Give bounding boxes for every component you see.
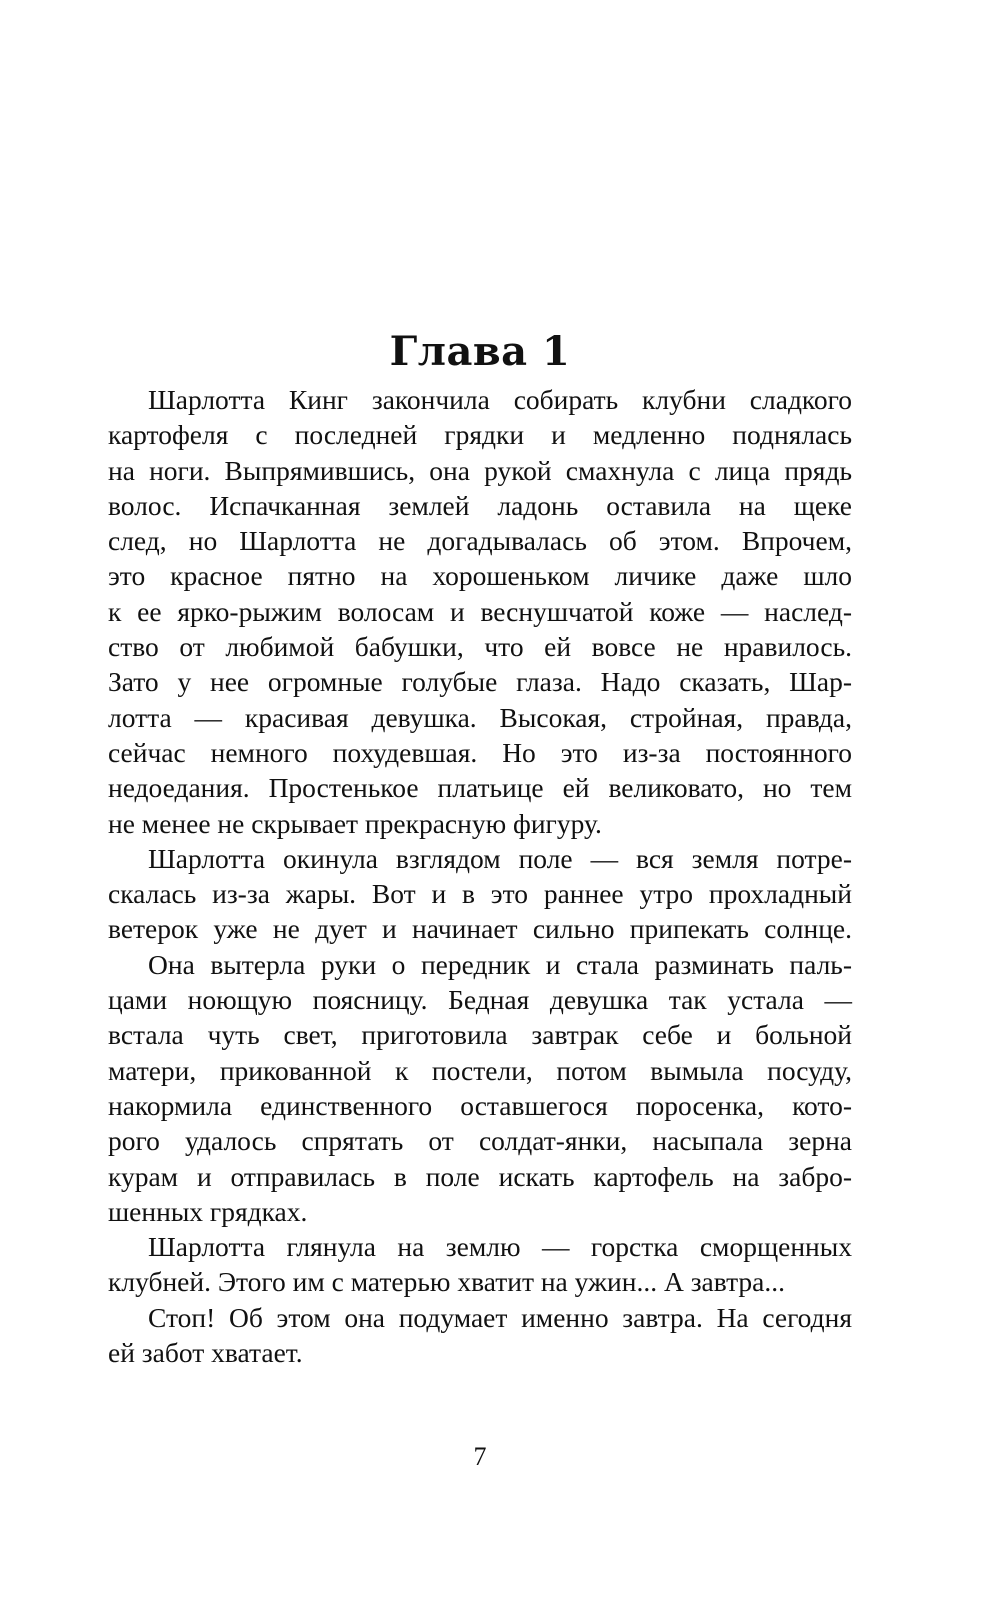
body-text [108, 382, 852, 1370]
text-line: ветерок уже не дует и начинает сильно припекать солнце. [108, 913, 852, 945]
text-line: ство от любимой бабушки, что ей вовсе не нравилось. [108, 631, 852, 663]
text-line: рого удалось спрятать от солдат-янки, насыпала зерна [108, 1125, 852, 1157]
text-line: недоедания. Простенькое платьице ей великовато, но тем [108, 772, 852, 804]
paragraph [108, 1300, 852, 1371]
chapter-title: Глава 1 [389, 328, 571, 375]
text-line: волос. Испачканная землей ладонь оставила на щеке [108, 489, 852, 521]
paragraph [108, 947, 852, 1229]
paragraph [108, 382, 852, 841]
text-line: встала чуть свет, приготовила завтрак себе и больной [108, 1019, 852, 1051]
text-line: шенных грядках. [108, 1195, 308, 1227]
paragraph [108, 841, 852, 947]
text-line: след, но Шарлотта не догадывалась об этом. Впрочем, [108, 525, 852, 557]
text-line: ей забот хватает. [108, 1337, 303, 1369]
text-line: Она вытерла руки о передник и стала разминать паль- [148, 948, 852, 980]
text-line: накормила единственного оставшегося поросенка, кото- [108, 1089, 852, 1121]
text-line: это красное пятно на хорошеньком личике даже шло [108, 560, 852, 592]
text-line: Зато у нее огромные голубые глаза. Надо сказать, Шар- [108, 666, 852, 698]
text-line: сейчас немного похудевшая. Но это из-за постоянного [108, 736, 852, 768]
text-line: на ноги. Выпрямившись, она рукой смахнула с лица прядь [108, 454, 852, 486]
text-line: к ее ярко-рыжим волосам и веснушчатой коже — наслед- [108, 595, 852, 627]
text-line: клубней. Этого им с матерью хватит на ужин... А завтра... [108, 1266, 785, 1298]
text-line: лотта — красивая девушка. Высокая, стройная, правда, [108, 701, 852, 733]
text-line: не менее не скрывает прекрасную фигуру. [108, 807, 602, 839]
page-number: 7 [473, 1442, 487, 1471]
text-line: курам и отправилась в поле искать картофель на забро- [108, 1160, 852, 1192]
paragraph [108, 1229, 852, 1300]
text-line: скалась из-за жары. Вот и в это раннее утро прохладный [108, 878, 852, 910]
text-line: Шарлотта глянула на землю — горстка сморщенных [148, 1231, 852, 1263]
text-line: Шарлотта окинула взглядом поле — вся земля потре- [148, 842, 852, 874]
text-line: матери, прикованной к постели, потом вымыла посуду, [108, 1054, 852, 1086]
text-line: цами ноющую поясницу. Бедная девушка так устала — [108, 984, 852, 1016]
text-line: Стоп! Об этом она подумает именно завтра. На сегодня [148, 1301, 852, 1333]
text-line: картофеля с последней грядки и медленно поднялась [108, 419, 852, 451]
text-line: Шарлотта Кинг закончила собирать клубни сладкого [148, 384, 852, 415]
